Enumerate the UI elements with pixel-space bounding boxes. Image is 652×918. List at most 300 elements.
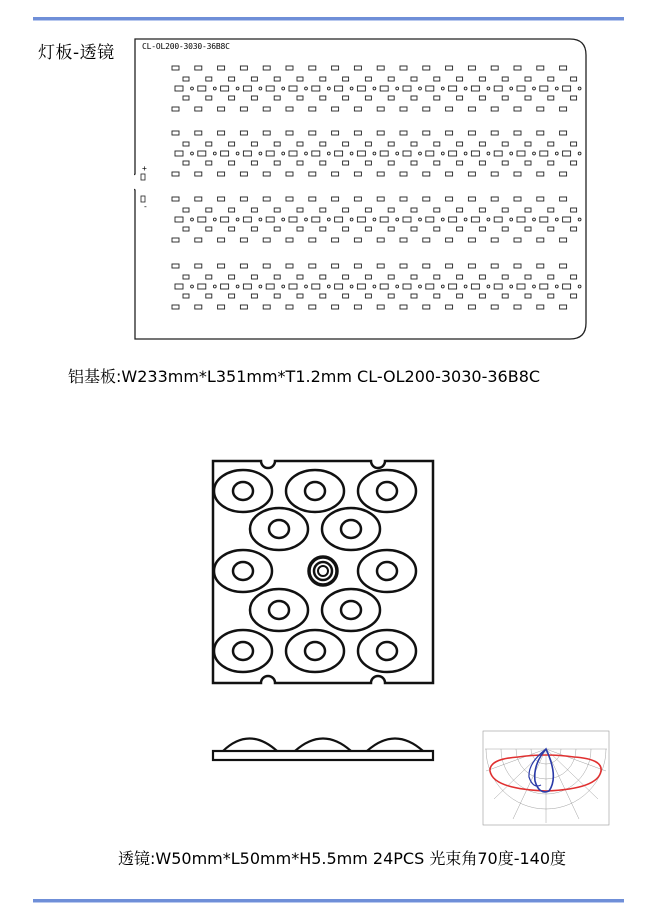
led-pad xyxy=(560,107,567,111)
led-pad xyxy=(423,264,430,268)
led-pad xyxy=(400,238,407,242)
led-pad xyxy=(343,227,349,231)
led-pad xyxy=(175,151,183,156)
lens-cell-core xyxy=(305,642,325,660)
led-pad xyxy=(297,275,303,279)
led-pad xyxy=(354,107,361,111)
led-pad xyxy=(479,161,485,165)
led-pad xyxy=(479,275,485,279)
led-pad xyxy=(289,217,297,222)
led-pad xyxy=(297,161,303,165)
via-hole xyxy=(419,152,422,155)
led-pad xyxy=(354,197,361,201)
led-pad xyxy=(332,172,339,176)
led-pad xyxy=(537,264,544,268)
led-pad xyxy=(548,161,554,165)
lens-cell-core xyxy=(377,642,397,660)
led-pad xyxy=(297,96,303,100)
led-pad xyxy=(332,131,339,135)
led-pad xyxy=(289,86,297,91)
led-pad xyxy=(240,66,247,70)
led-pad xyxy=(540,217,548,222)
led-pad xyxy=(403,151,411,156)
led-pad xyxy=(411,161,417,165)
led-pad xyxy=(468,197,475,201)
led-pad xyxy=(221,151,229,156)
led-pad xyxy=(274,77,280,81)
led-pad xyxy=(251,142,257,146)
led-pad xyxy=(380,86,388,91)
led-pad xyxy=(514,305,521,309)
led-pad xyxy=(479,294,485,298)
led-pad xyxy=(388,227,394,231)
board-spec-caption: 铝基板:W233mm*L351mm*T1.2mm CL-OL200-3030-36B8C xyxy=(68,367,541,386)
led-pad xyxy=(434,96,440,100)
led-pad xyxy=(183,142,189,146)
via-hole xyxy=(464,218,467,221)
led-pad xyxy=(377,131,384,135)
led-pad xyxy=(377,238,384,242)
led-pad xyxy=(468,131,475,135)
led-pad xyxy=(365,208,371,212)
led-pad xyxy=(309,172,316,176)
led-pad xyxy=(274,142,280,146)
via-hole xyxy=(533,218,536,221)
led-pad xyxy=(183,227,189,231)
via-hole xyxy=(213,285,216,288)
via-hole xyxy=(578,218,581,221)
via-hole xyxy=(305,152,308,155)
lens-spec-caption: 透镜:W50mm*L50mm*H5.5mm 24PCS 光束角70度-140度 xyxy=(118,849,567,868)
led-pad xyxy=(274,294,280,298)
led-pad xyxy=(377,305,384,309)
led-pad xyxy=(195,107,202,111)
led-pad xyxy=(548,77,554,81)
pcb-outline xyxy=(134,39,586,339)
led-pad xyxy=(218,107,225,111)
led-pad xyxy=(218,264,225,268)
led-pad xyxy=(560,197,567,201)
led-pad xyxy=(263,305,270,309)
lens-dome-2 xyxy=(295,739,351,752)
lens-cell xyxy=(250,589,308,631)
lens-cell-core xyxy=(233,562,253,580)
led-pad xyxy=(251,294,257,298)
led-pad xyxy=(377,66,384,70)
led-pad xyxy=(251,161,257,165)
led-pad xyxy=(251,96,257,100)
led-pad xyxy=(517,284,525,289)
led-pad xyxy=(320,161,326,165)
led-pad xyxy=(263,131,270,135)
led-pad xyxy=(183,208,189,212)
led-pad xyxy=(218,305,225,309)
led-pad xyxy=(320,142,326,146)
lens-dome-1 xyxy=(223,739,277,752)
led-pad xyxy=(175,86,183,91)
led-pad xyxy=(320,275,326,279)
via-hole xyxy=(441,285,444,288)
led-pad xyxy=(263,66,270,70)
via-hole xyxy=(487,218,490,221)
led-pad xyxy=(365,77,371,81)
led-pad xyxy=(243,284,251,289)
led-pad xyxy=(274,208,280,212)
light-distribution-chart xyxy=(473,729,613,829)
led-pad xyxy=(377,264,384,268)
led-pad xyxy=(548,208,554,212)
via-hole xyxy=(305,285,308,288)
lens-dome-3 xyxy=(367,739,423,752)
lens-cell xyxy=(250,508,308,550)
led-pad xyxy=(457,208,463,212)
led-pad xyxy=(411,142,417,146)
via-hole xyxy=(555,218,558,221)
led-pad xyxy=(229,275,235,279)
led-pad xyxy=(354,264,361,268)
via-hole xyxy=(555,87,558,90)
led-pad xyxy=(365,227,371,231)
led-pad xyxy=(251,227,257,231)
led-pad xyxy=(426,151,434,156)
lens-cell xyxy=(214,550,272,592)
led-pad xyxy=(266,86,274,91)
led-pad xyxy=(423,172,430,176)
led-pad xyxy=(229,96,235,100)
led-pad xyxy=(266,217,274,222)
led-pad xyxy=(560,238,567,242)
led-pad xyxy=(502,208,508,212)
via-hole xyxy=(373,218,376,221)
led-pad xyxy=(457,161,463,165)
led-pad xyxy=(332,66,339,70)
led-pad xyxy=(502,161,508,165)
led-pad xyxy=(563,284,571,289)
via-hole xyxy=(396,285,399,288)
led-pad xyxy=(172,172,179,176)
led-pad xyxy=(218,66,225,70)
led-pad xyxy=(309,66,316,70)
led-pad xyxy=(525,208,531,212)
led-pad xyxy=(388,161,394,165)
led-pad xyxy=(457,275,463,279)
led-pad xyxy=(289,284,297,289)
led-pad xyxy=(537,107,544,111)
led-pad xyxy=(411,96,417,100)
led-pad xyxy=(514,238,521,242)
led-pad xyxy=(309,131,316,135)
led-pad-pattern xyxy=(172,66,581,309)
via-hole xyxy=(464,152,467,155)
led-pad xyxy=(494,217,502,222)
led-pad xyxy=(172,305,179,309)
led-pad xyxy=(525,77,531,81)
led-pad xyxy=(218,172,225,176)
led-pad xyxy=(446,264,453,268)
led-pad xyxy=(423,107,430,111)
led-pad xyxy=(240,107,247,111)
led-pad xyxy=(354,172,361,176)
led-pad xyxy=(423,131,430,135)
led-pad xyxy=(263,107,270,111)
led-pad xyxy=(400,197,407,201)
led-pad xyxy=(426,86,434,91)
led-pad xyxy=(400,131,407,135)
led-pad xyxy=(218,197,225,201)
led-pad xyxy=(525,161,531,165)
led-pad xyxy=(332,305,339,309)
lens-top-view xyxy=(211,458,435,686)
via-hole xyxy=(236,152,239,155)
led-pad xyxy=(172,264,179,268)
led-pad xyxy=(563,86,571,91)
lens-cell xyxy=(214,630,272,672)
led-pad xyxy=(377,172,384,176)
led-pad xyxy=(320,77,326,81)
led-pad xyxy=(343,142,349,146)
led-pad xyxy=(365,96,371,100)
led-pad xyxy=(175,284,183,289)
led-pad xyxy=(514,197,521,201)
led-pad xyxy=(274,96,280,100)
led-pad xyxy=(494,151,502,156)
led-pad xyxy=(286,107,293,111)
led-pad xyxy=(446,238,453,242)
led-pad xyxy=(206,142,212,146)
led-pad xyxy=(388,96,394,100)
led-pad xyxy=(286,238,293,242)
led-pad xyxy=(172,197,179,201)
led-pad xyxy=(312,284,320,289)
led-pad xyxy=(229,227,235,231)
led-pad xyxy=(354,238,361,242)
led-pad xyxy=(332,264,339,268)
led-pad xyxy=(198,151,206,156)
led-pad xyxy=(491,66,498,70)
lens-cell-core xyxy=(377,562,397,580)
led-pad xyxy=(537,66,544,70)
led-pad xyxy=(380,151,388,156)
led-pad xyxy=(457,96,463,100)
led-pad xyxy=(479,227,485,231)
led-pad xyxy=(494,86,502,91)
led-pad xyxy=(571,294,577,298)
led-pad xyxy=(514,66,521,70)
led-pad xyxy=(365,161,371,165)
via-hole xyxy=(350,152,353,155)
led-pad xyxy=(457,142,463,146)
led-pad xyxy=(297,208,303,212)
led-pad xyxy=(525,142,531,146)
via-hole xyxy=(578,152,581,155)
via-hole xyxy=(441,218,444,221)
led-pad xyxy=(388,294,394,298)
led-pad xyxy=(286,197,293,201)
via-hole xyxy=(533,87,536,90)
led-pad xyxy=(468,264,475,268)
led-pad xyxy=(183,161,189,165)
led-pad xyxy=(286,305,293,309)
led-pad xyxy=(449,86,457,91)
lens-cell xyxy=(358,470,416,512)
via-hole xyxy=(305,87,308,90)
led-pad xyxy=(335,217,343,222)
led-pad xyxy=(335,151,343,156)
led-pad xyxy=(309,107,316,111)
led-pad xyxy=(229,208,235,212)
led-pad xyxy=(286,66,293,70)
lens-side-view xyxy=(211,724,435,766)
led-pad xyxy=(563,151,571,156)
led-pad xyxy=(434,208,440,212)
led-pad xyxy=(172,131,179,135)
pcb-minus-label: - xyxy=(143,202,148,211)
led-pad xyxy=(388,142,394,146)
led-pad xyxy=(357,217,365,222)
led-pad xyxy=(449,217,457,222)
led-pad xyxy=(183,96,189,100)
led-pad xyxy=(320,96,326,100)
via-hole xyxy=(396,218,399,221)
led-pad xyxy=(479,77,485,81)
led-pad xyxy=(206,77,212,81)
lens-cell xyxy=(322,589,380,631)
led-pad xyxy=(571,142,577,146)
led-pad xyxy=(309,238,316,242)
led-pad xyxy=(218,131,225,135)
via-hole xyxy=(396,152,399,155)
via-hole xyxy=(464,87,467,90)
center-lens-ring xyxy=(314,562,332,580)
via-hole xyxy=(350,87,353,90)
led-pad xyxy=(195,66,202,70)
lens-cell-core xyxy=(305,482,325,500)
led-pad xyxy=(514,131,521,135)
via-hole xyxy=(282,285,285,288)
led-pad xyxy=(332,107,339,111)
led-pad xyxy=(540,151,548,156)
led-pad xyxy=(537,305,544,309)
led-pad xyxy=(548,227,554,231)
led-pad xyxy=(548,275,554,279)
led-pad xyxy=(240,305,247,309)
led-pad xyxy=(240,264,247,268)
led-pad xyxy=(400,172,407,176)
led-pad xyxy=(514,172,521,176)
led-pad xyxy=(423,305,430,309)
led-pad xyxy=(274,227,280,231)
center-lens-ring xyxy=(318,566,328,576)
led-pad xyxy=(446,131,453,135)
via-hole xyxy=(441,87,444,90)
led-pad xyxy=(537,197,544,201)
led-pad xyxy=(400,305,407,309)
via-hole xyxy=(327,87,330,90)
via-hole xyxy=(350,285,353,288)
led-pad xyxy=(468,172,475,176)
led-pad xyxy=(274,161,280,165)
led-pad xyxy=(335,284,343,289)
led-pad xyxy=(571,161,577,165)
led-pad xyxy=(289,151,297,156)
led-pad xyxy=(221,284,229,289)
led-pad xyxy=(548,96,554,100)
led-pad xyxy=(343,275,349,279)
led-pad xyxy=(206,96,212,100)
led-pad xyxy=(309,305,316,309)
led-pad xyxy=(332,238,339,242)
via-hole xyxy=(327,285,330,288)
led-pad xyxy=(357,284,365,289)
led-pad xyxy=(434,142,440,146)
led-pad xyxy=(446,107,453,111)
led-pad xyxy=(571,96,577,100)
lens-cell xyxy=(358,550,416,592)
led-pad xyxy=(343,161,349,165)
led-pad xyxy=(297,294,303,298)
led-pad xyxy=(221,217,229,222)
via-hole xyxy=(555,152,558,155)
led-pad xyxy=(354,66,361,70)
led-pad xyxy=(263,238,270,242)
pcb-board-drawing xyxy=(134,38,588,340)
led-pad xyxy=(175,217,183,222)
led-pad xyxy=(540,284,548,289)
led-pad xyxy=(251,77,257,81)
led-pad xyxy=(537,172,544,176)
led-pad xyxy=(354,305,361,309)
led-pad xyxy=(479,96,485,100)
led-pad xyxy=(312,217,320,222)
led-pad xyxy=(571,275,577,279)
led-pad xyxy=(560,172,567,176)
led-pad xyxy=(286,172,293,176)
led-pad xyxy=(400,264,407,268)
led-pad xyxy=(426,284,434,289)
led-pad xyxy=(229,142,235,146)
led-pad xyxy=(263,264,270,268)
via-hole xyxy=(419,218,422,221)
led-pad xyxy=(491,131,498,135)
lens-cells xyxy=(214,470,416,672)
led-pad xyxy=(468,238,475,242)
led-pad xyxy=(206,275,212,279)
led-pad xyxy=(343,208,349,212)
lens-base xyxy=(213,751,433,760)
led-pad xyxy=(457,77,463,81)
led-pad xyxy=(335,86,343,91)
led-pad xyxy=(388,275,394,279)
led-pad xyxy=(446,66,453,70)
led-pad xyxy=(251,208,257,212)
led-pad xyxy=(263,172,270,176)
led-pad xyxy=(471,151,479,156)
led-pad xyxy=(502,77,508,81)
page-title: 灯板-透镜 xyxy=(38,43,115,63)
via-hole xyxy=(510,87,513,90)
led-pad xyxy=(411,294,417,298)
led-pad xyxy=(434,227,440,231)
lens-cell-core xyxy=(341,520,361,538)
led-pad xyxy=(517,151,525,156)
via-hole xyxy=(236,285,239,288)
led-pad xyxy=(229,161,235,165)
via-hole xyxy=(282,218,285,221)
led-pad xyxy=(320,208,326,212)
led-pad xyxy=(195,197,202,201)
led-pad xyxy=(365,275,371,279)
led-pad xyxy=(449,284,457,289)
